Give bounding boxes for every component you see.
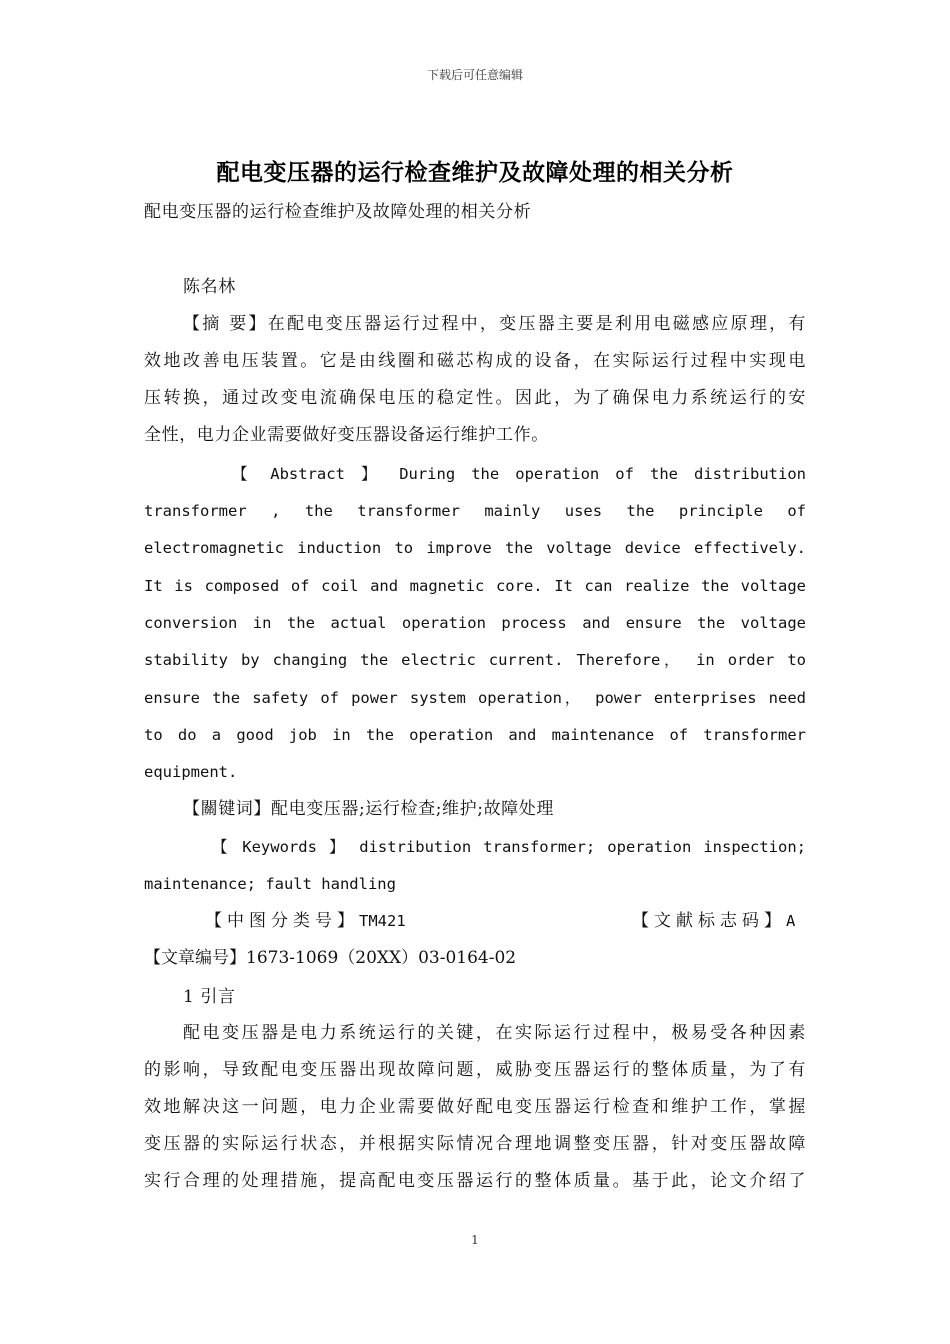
- keywords-cn: 【關键词】配电变压器;运行检查;维护;故障处理: [183, 799, 554, 819]
- intro-line: 效地解决这一问题，电力企业需要做好配电变压器运行检查和维护工作，掌握: [144, 1097, 806, 1117]
- abstract-cn-line: 【摘 要】在配电变压器运行过程中，变压器主要是利用电磁感应原理，有: [183, 314, 806, 334]
- abstract-cn-line: 全性，电力企业需要做好变压器设备运行维护工作。: [144, 425, 549, 445]
- abstract-en-line: ensure the safety of power system operation， power enterprises need: [144, 689, 806, 707]
- doc-code-label: 【文献标志码】: [632, 911, 786, 931]
- abstract-en-line: transformer , the transformer mainly uses the principle of: [144, 502, 806, 520]
- abstract-en-line: It is composed of coil and magnetic core. It can realize the voltage: [144, 577, 806, 595]
- page-header-note: 下载后可任意编辑: [426, 68, 523, 82]
- clc-value: TM421: [359, 912, 406, 930]
- abstract-en-line: electromagnetic induction to improve the voltage device effectively.: [144, 539, 806, 557]
- abstract-cn-line: 效地改善电压装置。它是由线圈和磁芯构成的设备，在实际运行过程中实现电: [144, 351, 806, 371]
- abstract-en-line: conversion in the actual operation process and ensure the voltage: [144, 614, 806, 632]
- keywords-en-line: 【 Keywords 】 distribution transformer; operation inspection;: [212, 838, 806, 856]
- abstract-en-line: to do a good job in the operation and maintenance of transformer: [144, 726, 806, 744]
- document-title: 配电变压器的运行检查维护及故障处理的相关分析: [216, 160, 734, 186]
- doc-code-value: A: [786, 912, 796, 930]
- abstract-en-line: stability by changing the electric current. Therefore， in order to: [144, 651, 806, 669]
- article-number: 【文章编号】1673-1069（20XX）03-0164-02: [144, 948, 517, 968]
- intro-line: 变压器的实际运行状态，并根据实际情况合理地调整变压器，针对变压器故障: [144, 1134, 806, 1154]
- keywords-en-line: maintenance; fault handling: [144, 875, 396, 893]
- page-number: 1: [471, 1233, 479, 1247]
- intro-line: 的影响，导致配电变压器出现故障问题，威胁变压器运行的整体质量，为了有: [144, 1060, 806, 1080]
- section-heading: 1 引言: [183, 987, 236, 1007]
- author-name: 陈名林: [183, 277, 236, 297]
- abstract-cn-line: 压转换，通过改变电流确保电压的稳定性。因此，为了确保电力系统运行的安: [144, 388, 806, 408]
- clc-number: [205, 909, 406, 933]
- intro-line: 实行合理的处理措施，提高配电变压器运行的整体质量。基于此，论文介绍了: [144, 1171, 806, 1191]
- abstract-en-line: equipment.: [144, 763, 238, 781]
- document-subtitle: 配电变压器的运行检查维护及故障处理的相关分析: [144, 202, 532, 222]
- clc-label: 【中图分类号】: [205, 911, 359, 931]
- intro-line: 配电变压器是电力系统运行的关键，在实际运行过程中，极易受各种因素: [183, 1023, 806, 1043]
- abstract-en-line: 【 Abstract 】 During the operation of the distribution: [232, 465, 806, 483]
- document-code: [632, 909, 795, 933]
